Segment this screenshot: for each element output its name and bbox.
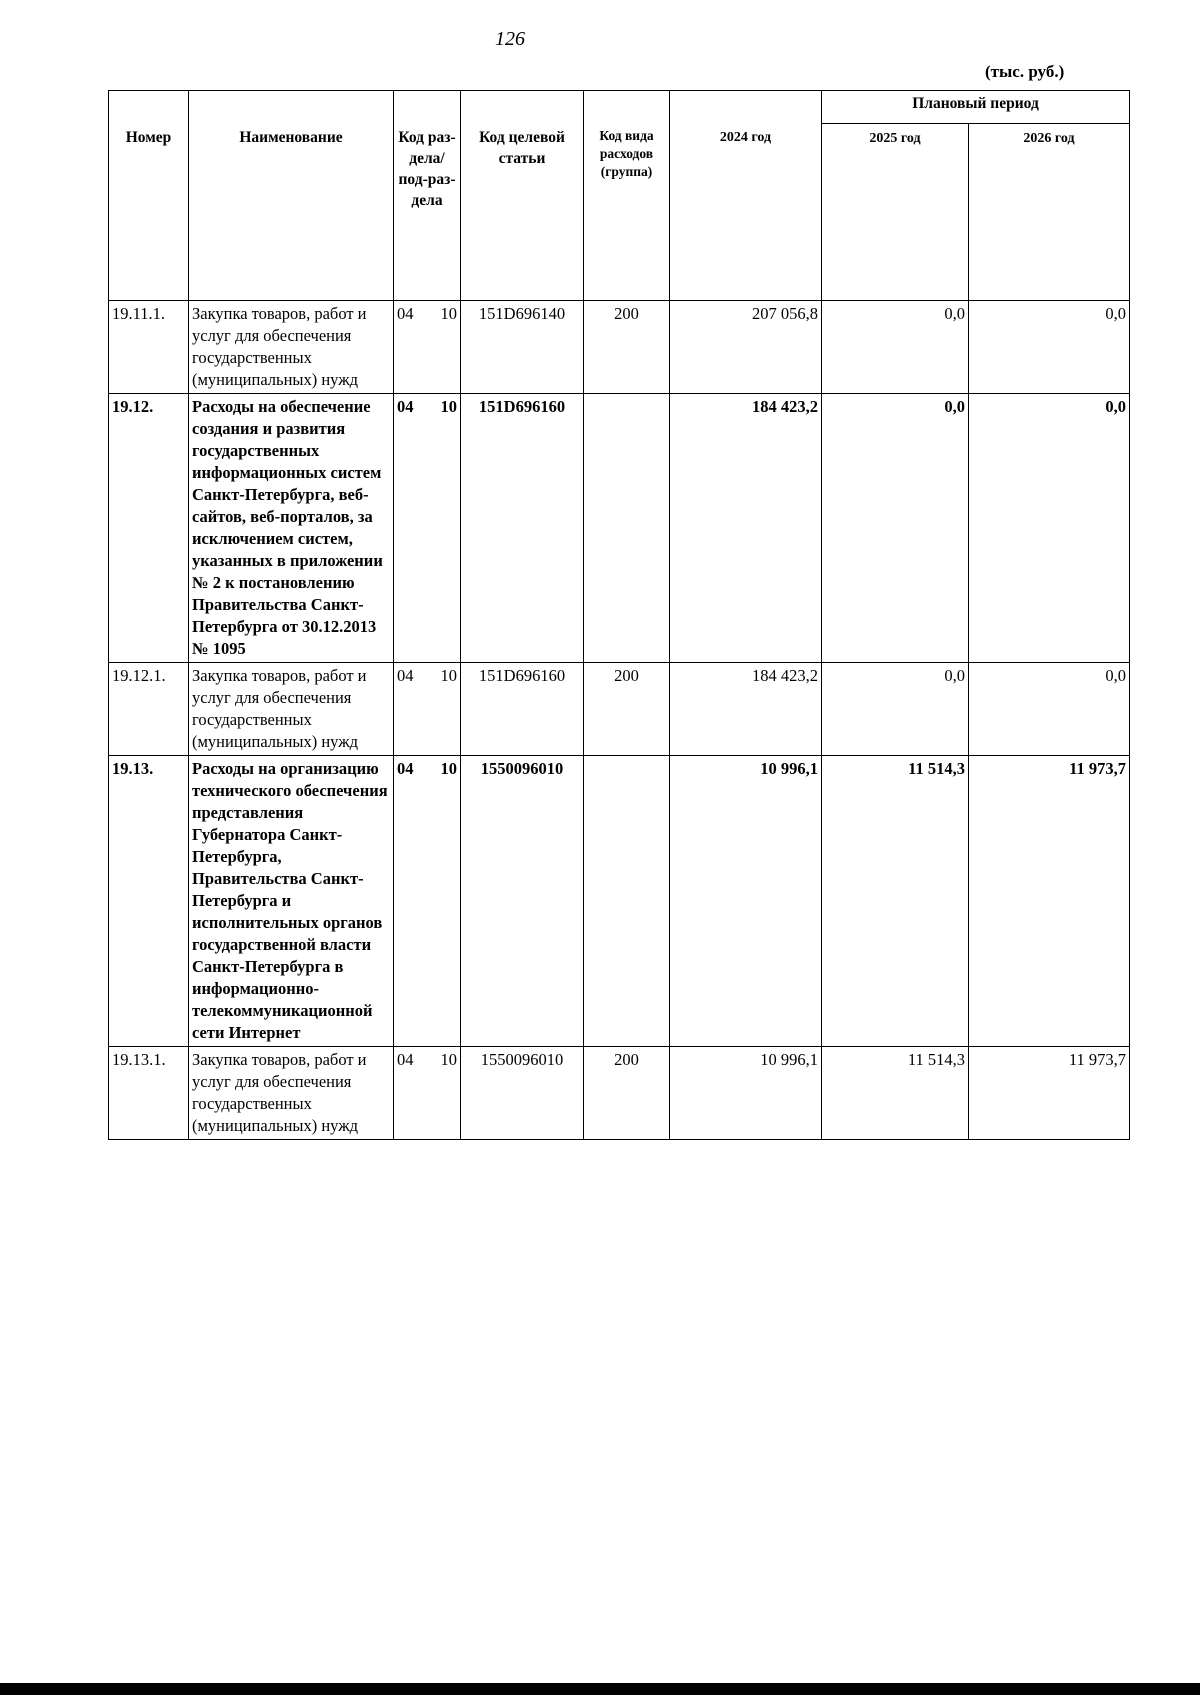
row-target-code: 1550096010 [461,756,584,1047]
header-section-code: Код раз-дела/ под-раз-дела [394,91,461,301]
row-expense-type: 200 [584,301,670,394]
header-planned-period: Плановый период [822,91,1130,124]
header-number: Номер [109,91,189,301]
row-section-code [394,394,461,663]
row-amount-2026: 11 973,7 [969,756,1130,1047]
row-expense-type: 200 [584,663,670,756]
header-name: Наименование [189,91,394,301]
row-target-code: 1550096010 [461,1047,584,1140]
row-amount-2026: 0,0 [969,301,1130,394]
row-section: 04 [397,1050,414,1069]
header-target-code: Код целевой статьи [461,91,584,301]
row-target-code: 151D696140 [461,301,584,394]
row-name: Расходы на организацию технического обеспечения представления Губернатора Санкт-Петербурга, Правительства Санкт-Петербурга и исполнительных органов государственной власти Санкт-Петербурга в информационно-телекоммуникационной сети Интернет [189,756,394,1047]
scan-border [0,1683,1200,1695]
row-amount-2025: 0,0 [822,301,969,394]
row-name: Закупка товаров, работ и услуг для обеспечения государственных (муниципальных) нужд [189,301,394,394]
row-target-code: 151D696160 [461,394,584,663]
header-year-2024: 2024 год [670,91,822,301]
row-section: 04 [397,666,414,685]
row-amount-2024: 10 996,1 [670,1047,822,1140]
row-amount-2024: 184 423,2 [670,394,822,663]
row-name: Закупка товаров, работ и услуг для обеспечения государственных (муниципальных) нужд [189,663,394,756]
row-subsection: 10 [440,666,457,685]
row-amount-2026: 0,0 [969,663,1130,756]
table-row [109,394,1130,663]
row-subsection: 10 [440,397,457,416]
row-number: 19.12.1. [109,663,189,756]
row-number: 19.11.1. [109,301,189,394]
row-amount-2024: 10 996,1 [670,756,822,1047]
table-row [109,756,1130,1047]
row-section-code [394,663,461,756]
table-body [109,301,1130,1140]
table-row [109,1047,1130,1140]
units-label: (тыс. руб.) [985,62,1065,81]
page-number: 126 [495,28,525,50]
row-section: 04 [397,759,414,778]
row-section-code [394,301,461,394]
table-row [109,663,1130,756]
row-section: 04 [397,304,414,323]
budget-table [108,90,1130,1140]
row-amount-2025: 0,0 [822,663,969,756]
table-row [109,301,1130,394]
row-subsection: 10 [440,304,457,323]
row-section: 04 [397,397,414,416]
row-name: Расходы на обеспечение создания и развития государственных информационных систем Санкт-Петербурга, веб-сайтов, веб-порталов, за исключением систем, указанных в приложении № 2 к постановлению Правительства Санкт-Петербурга от 30.12.2013 № 1095 [189,394,394,663]
row-number: 19.12. [109,394,189,663]
row-section-code [394,756,461,1047]
header-year-2025: 2025 год [822,124,969,301]
row-expense-type [584,394,670,663]
row-amount-2024: 207 056,8 [670,301,822,394]
row-subsection: 10 [440,1050,457,1069]
row-name: Закупка товаров, работ и услуг для обеспечения государственных (муниципальных) нужд [189,1047,394,1140]
row-number: 19.13.1. [109,1047,189,1140]
table-header [109,91,1130,301]
row-amount-2026: 11 973,7 [969,1047,1130,1140]
row-amount-2025: 11 514,3 [822,1047,969,1140]
row-amount-2026: 0,0 [969,394,1130,663]
row-number: 19.13. [109,756,189,1047]
row-expense-type: 200 [584,1047,670,1140]
header-year-2026: 2026 год [969,124,1130,301]
header-expense-type-code: Код вида расходов (группа) [584,91,670,301]
row-amount-2024: 184 423,2 [670,663,822,756]
row-amount-2025: 0,0 [822,394,969,663]
row-subsection: 10 [440,759,457,778]
row-target-code: 151D696160 [461,663,584,756]
row-amount-2025: 11 514,3 [822,756,969,1047]
row-section-code [394,1047,461,1140]
row-expense-type [584,756,670,1047]
